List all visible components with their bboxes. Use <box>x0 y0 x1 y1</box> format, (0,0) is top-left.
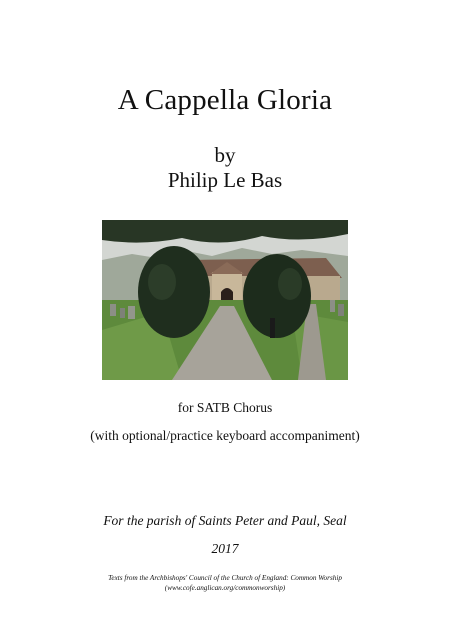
gravestone <box>110 304 116 316</box>
gravestone <box>120 308 125 318</box>
voicing-line: for SATB Chorus <box>177 400 273 415</box>
composer-name: Philip Le Bas <box>167 168 283 192</box>
path-bollard <box>270 318 275 338</box>
text-credits <box>0 573 450 593</box>
credits-line-2: (www.cofe.anglican.org/commonworship) <box>164 584 286 592</box>
dedication: For the parish of Saints Peter and Paul, Seal <box>103 513 347 528</box>
year: 2017 <box>211 541 239 556</box>
cover-photo <box>102 220 348 380</box>
byline-by: by <box>214 143 236 167</box>
churchyard-photo-illustration <box>102 220 348 380</box>
yew-highlight <box>148 264 176 300</box>
accompaniment-note: (with optional/practice keyboard accompaniment) <box>90 428 360 443</box>
gravestone <box>128 306 135 319</box>
gravestone <box>330 300 335 312</box>
credits-line-1: Texts from the Archbishops' Council of the Church of England: Common Worship <box>108 574 342 582</box>
yew-tree-left <box>138 246 210 338</box>
page-title: A Cappella Gloria <box>117 84 333 116</box>
yew-tree-right <box>243 254 311 338</box>
gravestone <box>338 304 344 316</box>
yew-highlight <box>278 268 302 300</box>
